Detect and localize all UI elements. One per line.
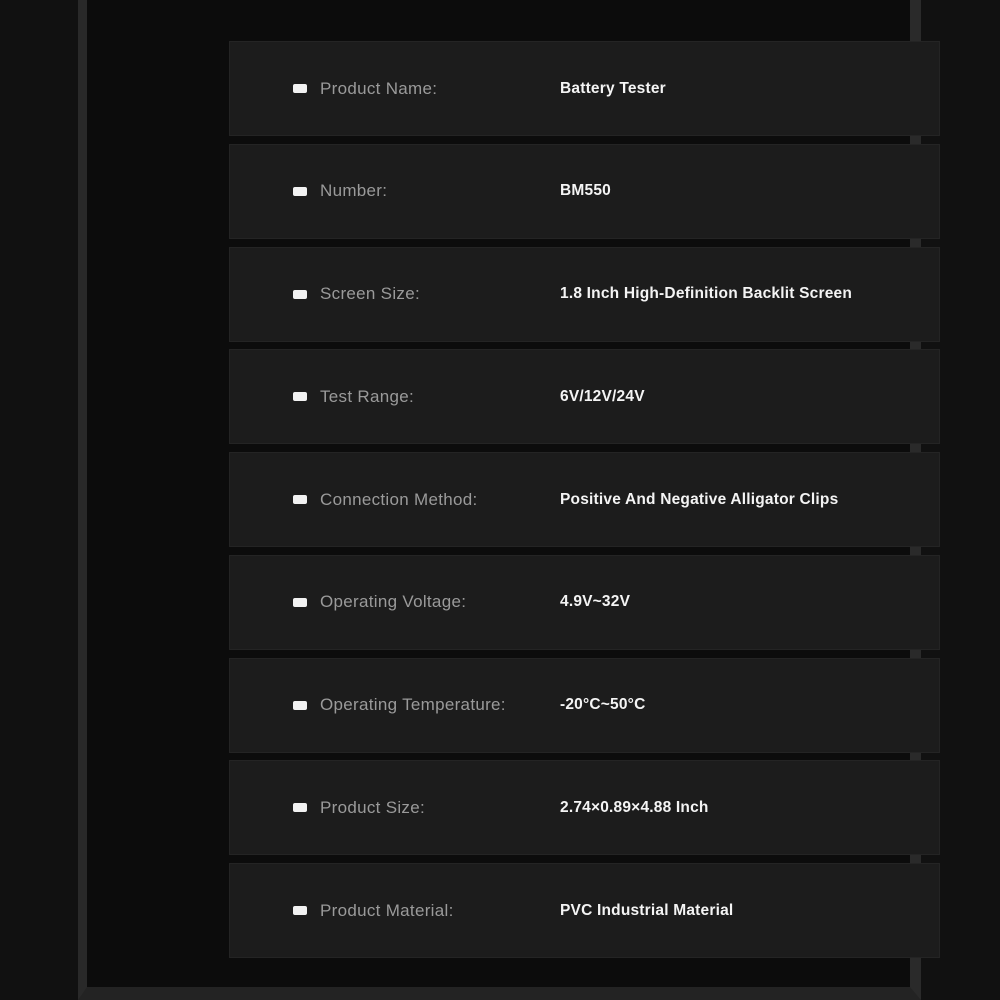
- square-bullet-icon: [293, 701, 307, 710]
- spec-value: PVC Industrial Material: [560, 901, 734, 919]
- spec-label-cell: [230, 901, 560, 921]
- spec-value: 4.9V~32V: [560, 593, 631, 611]
- spec-label: Product Name:: [320, 78, 438, 98]
- spec-value: BM550: [560, 182, 611, 200]
- square-bullet-icon: [293, 598, 307, 607]
- square-bullet-icon: [293, 84, 307, 93]
- spec-row-operating-voltage: [229, 555, 940, 650]
- spec-row-product-material: [229, 863, 940, 958]
- spec-row-connection-method: [229, 452, 940, 547]
- spec-row-test-range: [229, 349, 940, 444]
- spec-label-cell: [230, 181, 560, 201]
- spec-label-cell: [230, 490, 560, 510]
- spec-label: Screen Size:: [320, 284, 420, 303]
- square-bullet-icon: [293, 290, 307, 299]
- spec-label: Test Range:: [320, 386, 415, 406]
- square-bullet-icon: [293, 803, 307, 812]
- spec-row-product-size: [229, 760, 940, 855]
- spec-value: 1.8 Inch High-Definition Backlit Screen: [560, 285, 853, 302]
- spec-label-cell: [230, 798, 560, 818]
- square-bullet-icon: [293, 906, 307, 915]
- spec-label: Number:: [320, 181, 388, 201]
- spec-table: [229, 41, 940, 966]
- spec-label-cell: [230, 592, 560, 612]
- spec-value: Positive And Negative Alligator Clips: [560, 490, 839, 508]
- spec-label-cell: [230, 79, 560, 99]
- spec-row-operating-temperature: [229, 658, 940, 753]
- spec-label: Product Size:: [320, 797, 426, 817]
- spec-value: -20°C~50°C: [560, 696, 646, 713]
- square-bullet-icon: [293, 187, 307, 196]
- spec-row-product-name: [229, 41, 940, 136]
- spec-label-cell: [230, 387, 560, 407]
- square-bullet-icon: [293, 392, 307, 401]
- square-bullet-icon: [293, 495, 307, 504]
- spec-label-cell: [230, 695, 560, 715]
- spec-label: Connection Method:: [320, 489, 478, 509]
- spec-row-screen-size: [229, 247, 940, 342]
- spec-row-number: [229, 144, 940, 239]
- spec-value: 6V/12V/24V: [560, 387, 645, 405]
- spec-value: Battery Tester: [560, 79, 666, 97]
- spec-label-cell: [230, 284, 560, 304]
- spec-label: Product Material:: [320, 900, 454, 920]
- spec-label: Operating Voltage:: [320, 592, 467, 612]
- spec-value: 2.74×0.89×4.88 Inch: [560, 798, 709, 816]
- product-spec-panel: [78, 0, 921, 1000]
- spec-label: Operating Temperature:: [320, 695, 506, 714]
